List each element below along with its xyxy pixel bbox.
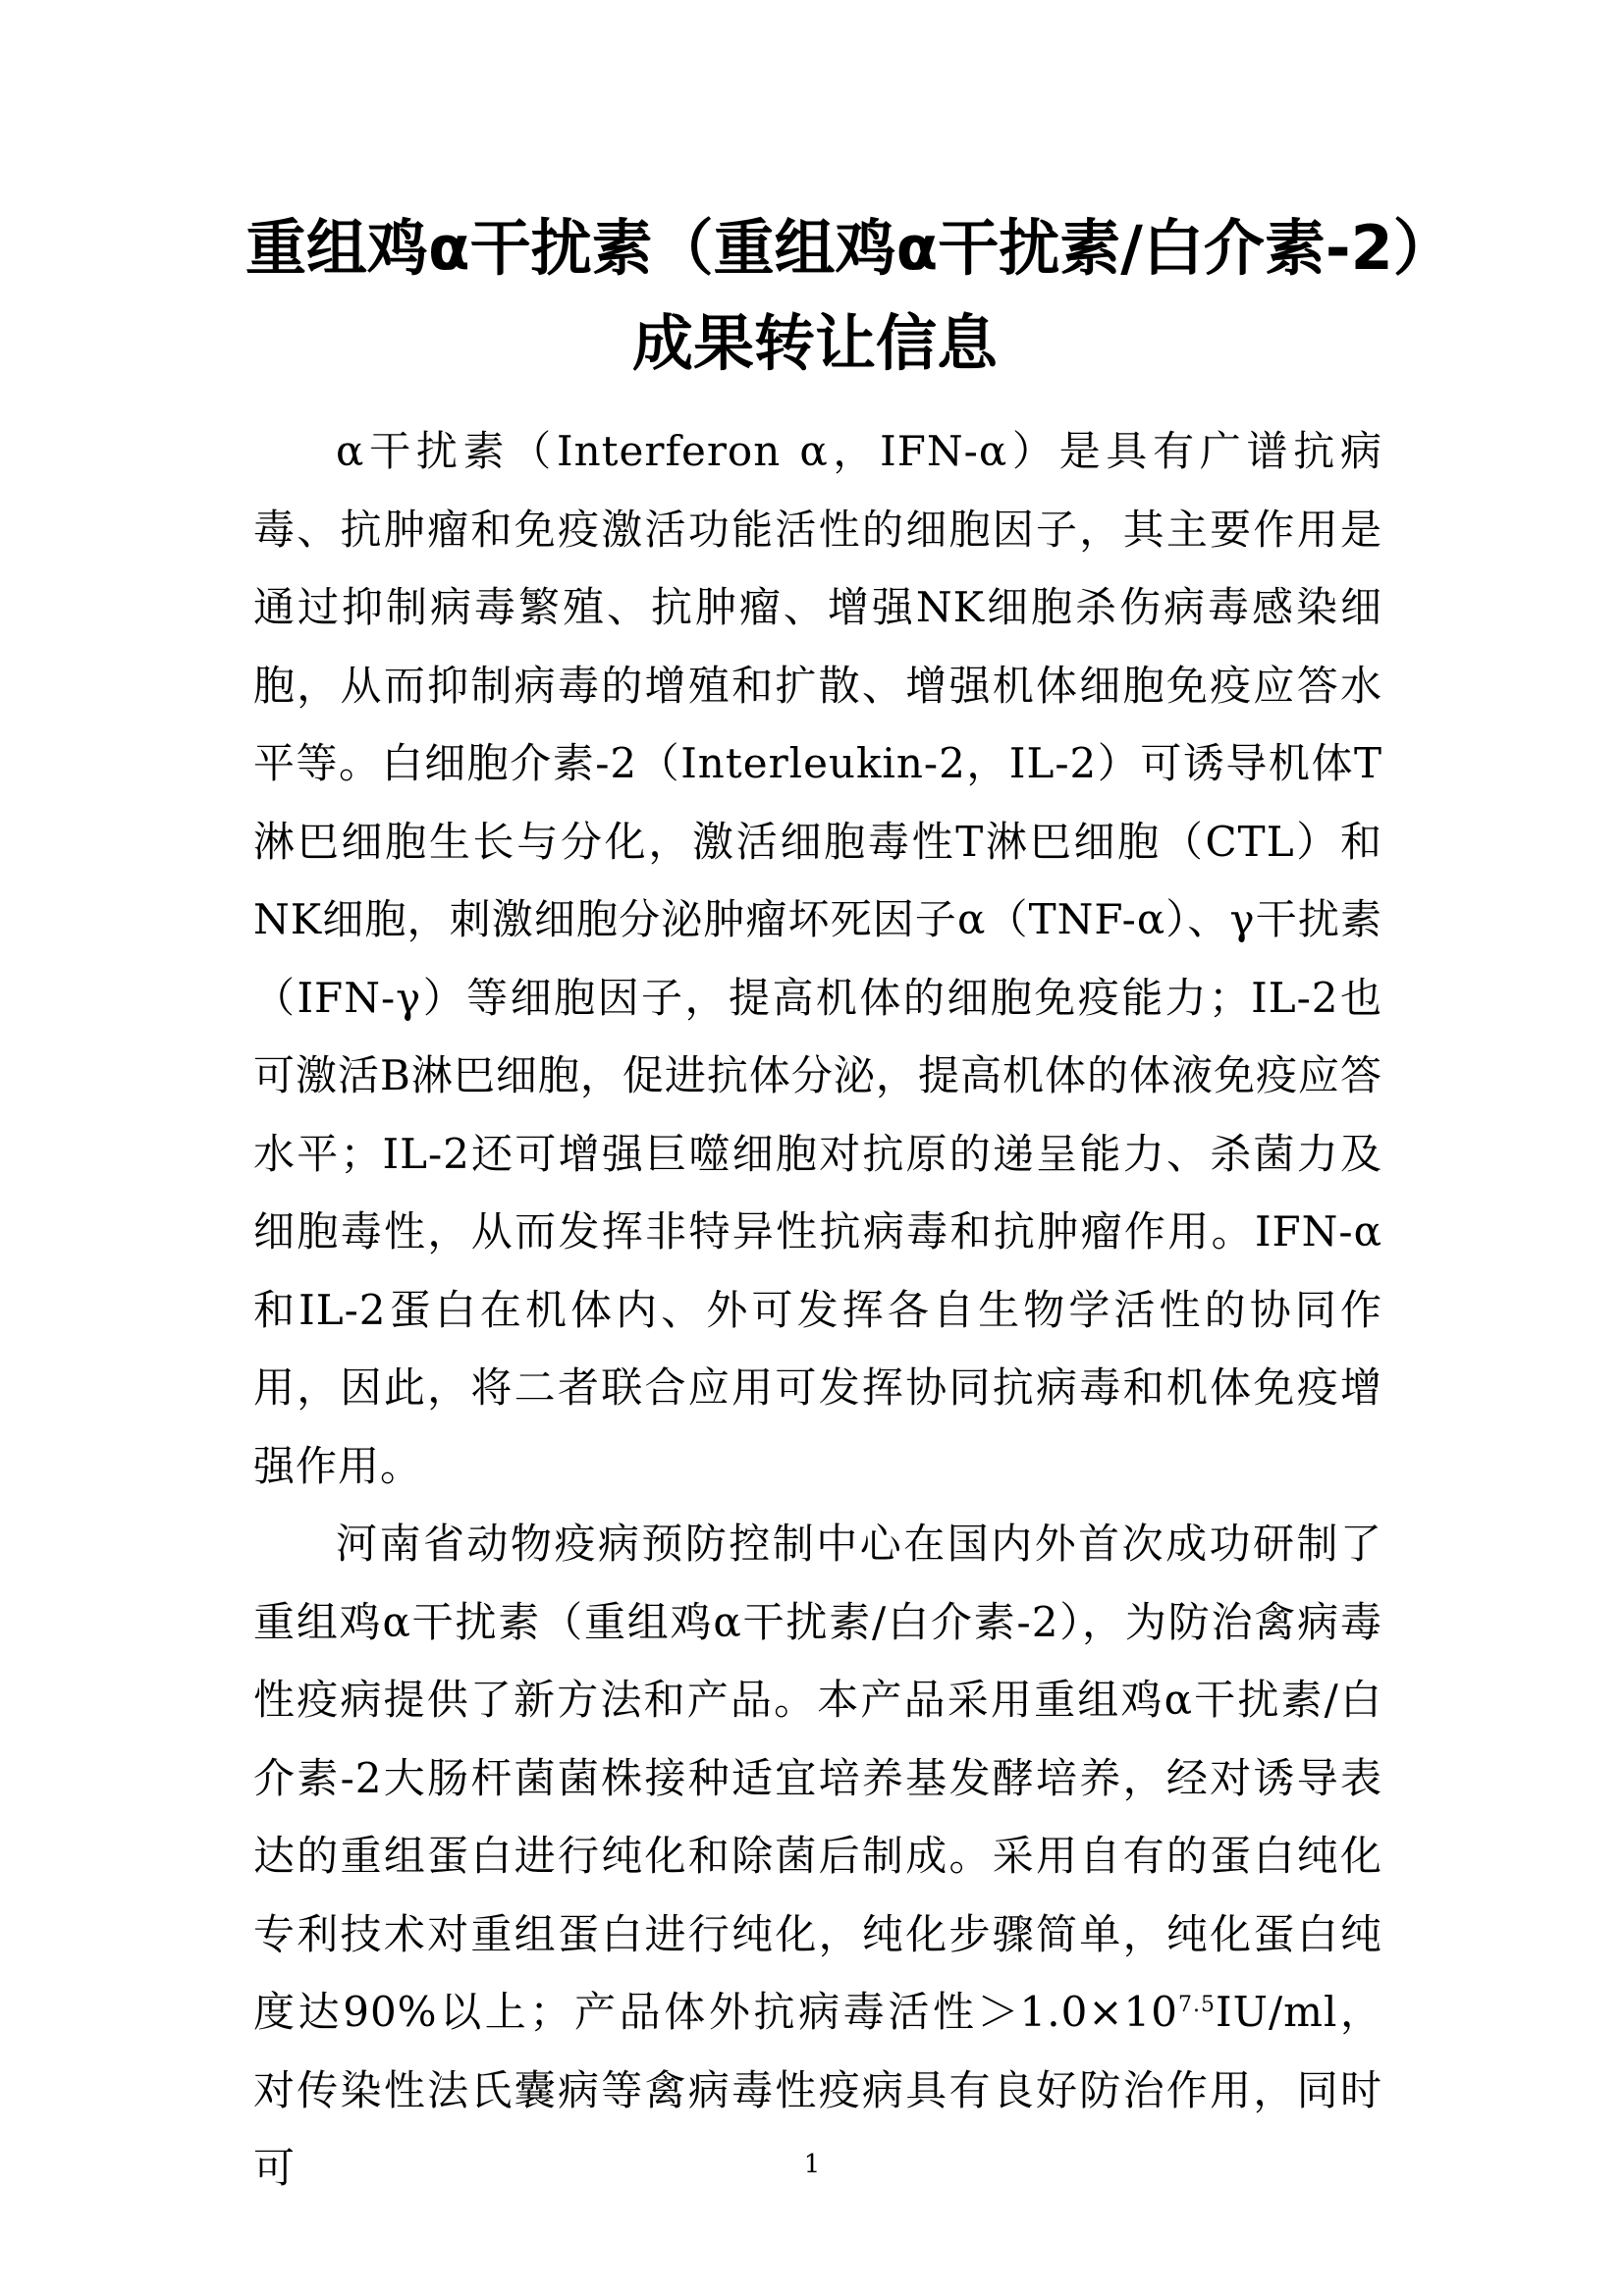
page-number: 1 xyxy=(803,2150,821,2179)
paragraph-2-text-before: 河南省动物疫病预防控制中心在国内外首次成功研制了重组鸡α干扰素（重组鸡α干扰素/白介素-2），为防治禽病毒性疫病提供了新方法和产品。本产品采用重组鸡α干扰素/白介素-2大肠杆菌菌株接种适宜培养基发酵培养，经对诱导表达的重组蛋白进行纯化和除菌后制成。采用自有的蛋白纯化专利技术对重组蛋白进行纯化，纯化步骤简单，纯化蛋白纯度达90%以上；产品体外抗病毒活性＞1.0×10 xyxy=(253,1520,1382,2036)
document-body xyxy=(253,412,1382,2208)
paragraph-1: α干扰素（Interferon α，IFN-α）是具有广谱抗病毒、抗肿瘤和免疫激活功能活性的细胞因子，其主要作用是通过抑制病毒繁殖、抗肿瘤、增强NK细胞杀伤病毒感染细胞，从而抑制病毒的增殖和扩散、增强机体细胞免疫应答水平等。白细胞介素-2（Interleukin-2，IL-2）可诱导机体T淋巴细胞生长与分化，激活细胞毒性T淋巴细胞（CTL）和NK细胞，刺激细胞分泌肿瘤坏死因子α（TNF-α）、γ干扰素（IFN-γ）等细胞因子，提高机体的细胞免疫能力；IL-2也可激活B淋巴细胞，促进抗体分泌，提高机体的体液免疫应答水平；IL-2还可增强巨噬细胞对抗原的递呈能力、杀菌力及细胞毒性，从而发挥非特异性抗病毒和抗肿瘤作用。IFN-α和IL-2蛋白在机体内、外可发挥各自生物学活性的协同作用，因此，将二者联合应用可发挥协同抗病毒和机体免疫增强作用。 xyxy=(253,427,1382,1490)
document-title-line-2: 成果转让信息 xyxy=(631,307,998,379)
paragraph-2-text-after: IU/ml，对传染性法氏囊病等禽病毒性疫病具有良好防治作用，同时可 xyxy=(253,1988,1382,2192)
paragraph-2 xyxy=(253,1505,1382,2208)
document-title-line-1: 重组鸡α干扰素（重组鸡α干扰素/白介素-2） xyxy=(245,212,1454,284)
activity-exponent: 7.5 xyxy=(1177,1993,1216,2017)
